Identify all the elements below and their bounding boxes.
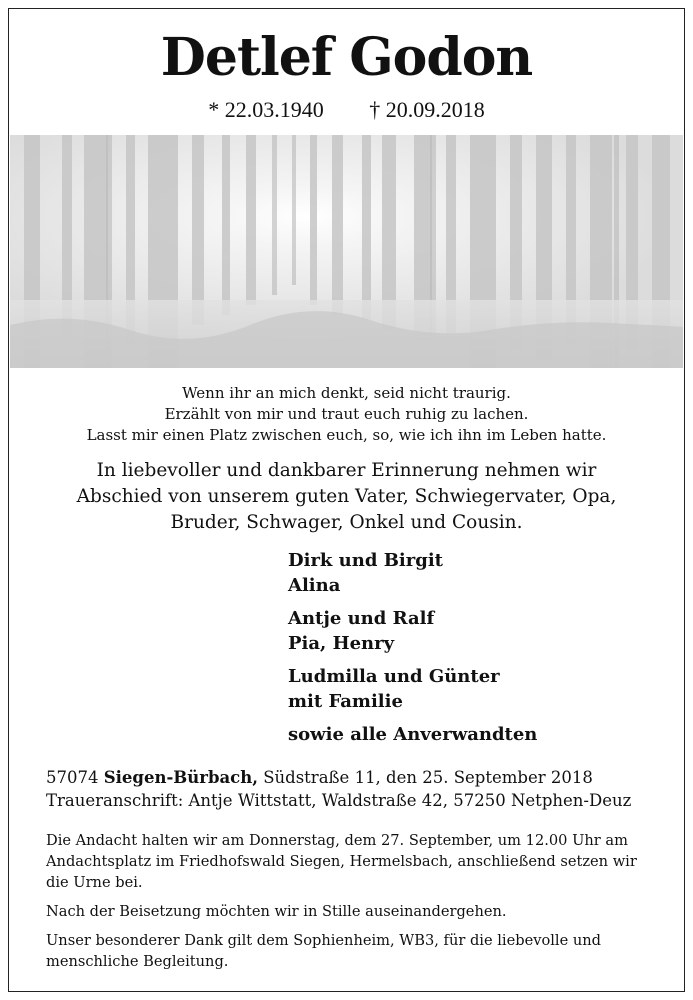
mourner-name: mit Familie [288,691,403,712]
place-date-line [46,766,631,789]
farewell-text [0,458,693,536]
mourner-group [288,606,537,656]
mourners-list [288,548,537,755]
poem-line: Erzählt von mir und traut euch ruhig zu lachen. [164,405,529,423]
mourner-name: Dirk und Birgit [288,550,443,571]
mourner-name: Antje und Ralf [288,608,435,629]
poem [0,383,693,446]
poem-line: Lasst mir einen Platz zwischen euch, so, wie ich ihn im Leben hatte. [86,426,607,444]
mourner-name: Ludmilla und Günter [288,666,500,687]
mourner-name: sowie alle Anverwandten [288,724,538,745]
death-date: † 20.09.2018 [369,97,485,122]
address-block [46,766,631,812]
birth-date: * 22.03.1940 [208,97,324,122]
zip-code: 57074 [46,768,99,787]
town-name: Siegen-Bürbach, [103,768,258,787]
thanks-text: Unser besonderer Dank gilt dem Sophienheim, WB3, für die liebevolle und menschliche Begleitung. [46,932,601,970]
mourner-group [288,548,537,598]
intro-line: Abschied von unserem guten Vater, Schwiegervater, Opa, [76,486,617,507]
street-date: Südstraße 11, den 25. September 2018 [263,768,593,787]
intro-line: Bruder, Schwager, Onkel und Cousin. [170,512,523,533]
burial-info: Nach der Beisetzung möchten wir in Stille auseinandergehen. [46,903,507,920]
mourning-address: Traueranschrift: Antje Wittstatt, Waldstraße 42, 57250 Netphen-Deuz [46,791,632,810]
mourner-group [288,722,537,747]
life-dates [0,97,693,123]
poem-line: Wenn ihr an mich denkt, seid nicht traurig. [182,384,511,402]
mourner-name: Alina [288,575,341,596]
intro-line: In liebevoller und dankbarer Erinnerung nehmen wir [96,460,597,481]
forest-photo [10,135,683,368]
service-info: Die Andacht halten wir am Donnerstag, dem 27. September, um 12.00 Uhr am Andachtsplatz im Friedhofswald Siegen, Hermelsbach, anschließend setzen wir die Urne bei. [46,832,637,891]
mourner-group [288,664,537,714]
mourner-name: Pia, Henry [288,633,395,654]
deceased-name: Detlef Godon [160,27,533,88]
